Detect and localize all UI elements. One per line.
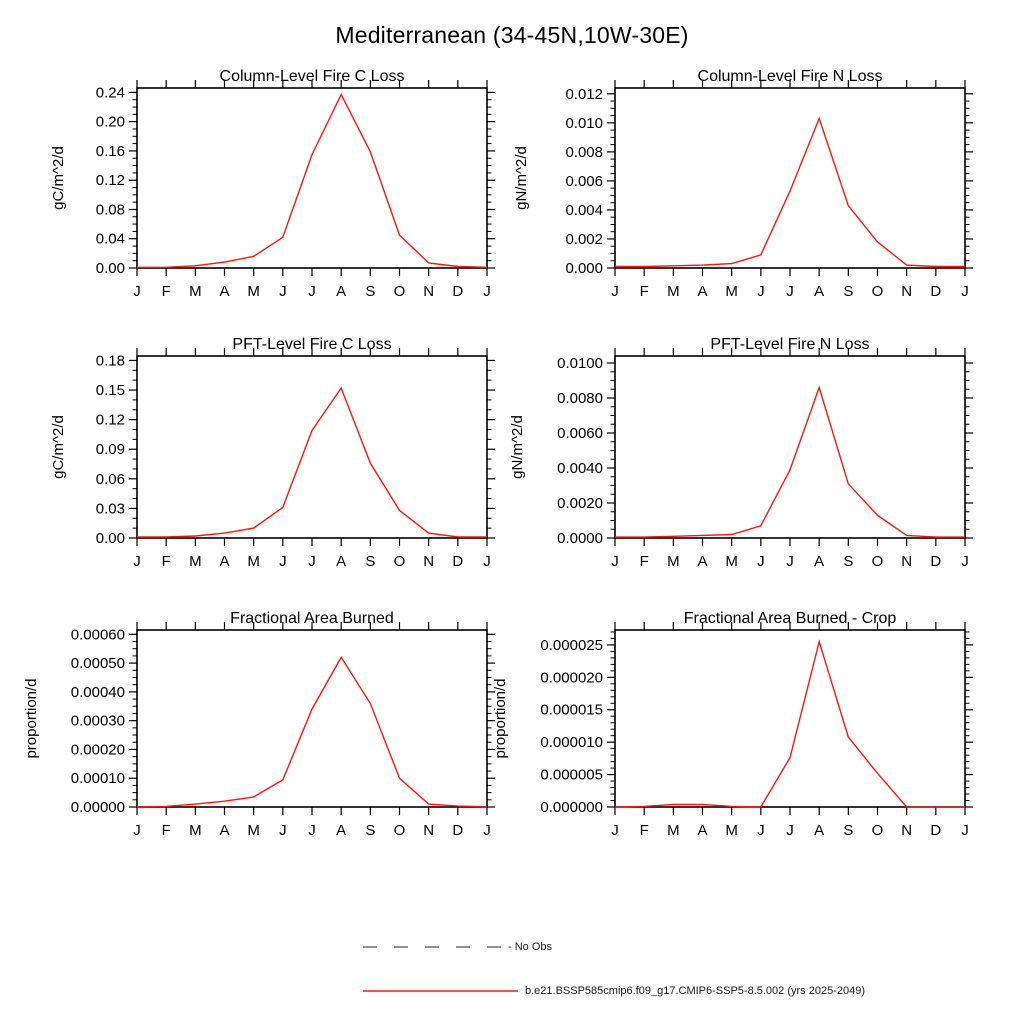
month-label: F	[639, 822, 649, 839]
y-tick-label: 0.010	[565, 114, 603, 132]
subplot-column-fire-n-loss	[513, 68, 973, 300]
month-label: S	[365, 553, 376, 570]
month-label: S	[843, 553, 854, 570]
month-label: O	[393, 283, 406, 300]
plot-frame	[615, 356, 965, 538]
month-label: J	[786, 553, 794, 570]
subplot-fractional-area-burned-crop	[492, 610, 973, 839]
month-label: J	[133, 553, 141, 570]
y-tick-label: 0.000010	[540, 734, 603, 752]
data-line	[615, 119, 965, 267]
y-tick-label: 0.12	[95, 172, 125, 190]
month-label: F	[161, 553, 171, 570]
plot-frame	[137, 630, 487, 807]
y-tick-label: 0.000015	[540, 701, 603, 719]
month-label: A	[336, 283, 347, 300]
month-label: A	[814, 283, 825, 300]
month-label: J	[133, 283, 141, 300]
month-label: A	[697, 283, 708, 300]
month-label: J	[611, 283, 619, 300]
y-tick-label: 0.0040	[557, 460, 603, 477]
month-label: M	[667, 283, 680, 300]
y-tick-label: 0.09	[95, 441, 125, 459]
y-tick-label: 0.002	[565, 230, 603, 248]
month-label: S	[365, 283, 376, 300]
month-label: M	[725, 822, 738, 839]
month-label: N	[423, 553, 435, 570]
y-tick-label: 0.000000	[540, 799, 603, 816]
month-label: D	[452, 283, 464, 300]
y-tick-label: 0.15	[95, 382, 125, 400]
month-label: J	[786, 283, 794, 300]
month-label: J	[483, 283, 491, 300]
month-label: N	[901, 553, 913, 570]
month-label: A	[336, 553, 347, 570]
month-label: J	[786, 822, 794, 839]
month-label: M	[725, 553, 738, 570]
month-label: O	[393, 553, 406, 570]
y-tick-label: 0.008	[565, 143, 603, 161]
month-label: M	[189, 822, 202, 839]
month-label: S	[843, 822, 854, 839]
month-label: M	[667, 553, 680, 570]
month-label: J	[757, 283, 765, 300]
data-line	[137, 657, 487, 806]
data-line	[615, 642, 965, 807]
month-label: J	[483, 553, 491, 570]
y-tick-label: 0.00010	[70, 770, 125, 788]
y-tick-label: 0.06	[95, 470, 125, 488]
data-line	[137, 388, 487, 537]
month-label: J	[308, 553, 316, 570]
month-label: S	[843, 283, 854, 300]
month-label: F	[161, 283, 171, 300]
month-label: J	[308, 822, 316, 839]
subplot-fractional-area-burned	[23, 610, 495, 839]
y-tick-label: 0.18	[95, 352, 125, 370]
data-line	[137, 95, 487, 268]
month-label: A	[697, 553, 708, 570]
y-tick-label: 0.00	[95, 260, 125, 277]
y-axis-label: gC/m^2/d	[50, 415, 67, 479]
y-tick-label: 0.00050	[70, 655, 125, 673]
model-legend-line	[363, 985, 520, 997]
subplot-pft-fire-n-loss	[509, 336, 973, 570]
month-label: N	[901, 283, 913, 300]
month-label: J	[279, 822, 287, 839]
model-legend-label: b.e21.BSSP585cmip6.f09_g17.CMIP6-SSP5-8.5.002 (yrs 2025-2049)	[525, 985, 865, 997]
y-tick-label: 0.0100	[557, 355, 603, 372]
y-tick-label: 0.004	[565, 201, 603, 219]
month-label: J	[961, 283, 969, 300]
month-label: O	[393, 822, 406, 839]
y-axis-label: proportion/d	[492, 678, 509, 759]
plot-frame	[137, 356, 487, 538]
month-label: A	[814, 553, 825, 570]
subplot-title: Fractional Area Burned	[230, 610, 394, 627]
y-tick-label: 0.000020	[540, 669, 603, 687]
month-label: J	[757, 822, 765, 839]
y-tick-label: 0.00060	[70, 626, 125, 644]
no-obs-legend-label: - No Obs	[508, 941, 553, 953]
y-tick-label: 0.000005	[540, 766, 603, 784]
subplot-title: Column-Level Fire C Loss	[219, 68, 405, 85]
data-line	[615, 388, 965, 538]
month-label: A	[814, 822, 825, 839]
month-label: N	[901, 822, 913, 839]
month-label: F	[161, 822, 171, 839]
y-tick-label: 0.0060	[557, 425, 603, 442]
month-label: D	[452, 553, 464, 570]
legend-entry-model	[363, 985, 865, 997]
month-label: A	[219, 822, 230, 839]
y-tick-label: 0.00020	[70, 741, 125, 759]
no-obs-legend-line	[363, 941, 503, 953]
month-label: J	[961, 822, 969, 839]
page-title: Mediterranean (34-45N,10W-30E)	[335, 22, 689, 48]
plot-frame	[137, 88, 487, 268]
month-label: M	[725, 283, 738, 300]
plot-frame	[615, 88, 965, 268]
subplot-pft-fire-c-loss	[50, 336, 495, 570]
month-label: D	[452, 822, 464, 839]
month-label: J	[611, 822, 619, 839]
y-tick-label: 0.04	[95, 230, 125, 248]
month-label: O	[871, 822, 884, 839]
month-label: M	[247, 822, 260, 839]
y-tick-label: 0.12	[95, 411, 125, 429]
month-label: M	[667, 822, 680, 839]
y-tick-label: 0.16	[95, 142, 125, 160]
y-tick-label: 0.00000	[70, 799, 125, 816]
month-label: A	[336, 822, 347, 839]
month-label: F	[639, 283, 649, 300]
month-label: M	[247, 283, 260, 300]
y-axis-label: gC/m^2/d	[50, 146, 67, 210]
month-label: M	[189, 553, 202, 570]
month-label: J	[961, 553, 969, 570]
y-tick-label: 0.000025	[540, 636, 603, 654]
month-label: N	[423, 822, 435, 839]
y-tick-label: 0.00030	[70, 712, 125, 730]
month-label: M	[247, 553, 260, 570]
subplot-title: Column-Level Fire N Loss	[697, 68, 883, 85]
month-label: J	[757, 553, 765, 570]
y-tick-label: 0.0000	[557, 530, 603, 547]
y-axis-label: proportion/d	[23, 678, 40, 759]
y-tick-label: 0.0020	[557, 495, 603, 512]
month-label: J	[611, 553, 619, 570]
month-label: J	[279, 553, 287, 570]
month-label: D	[930, 553, 942, 570]
month-label: A	[219, 553, 230, 570]
subplot-column-fire-c-loss	[50, 68, 495, 300]
y-tick-label: 0.03	[95, 500, 125, 518]
plot-frame	[615, 630, 965, 807]
y-tick-label: 0.20	[95, 113, 125, 131]
y-tick-label: 0.0080	[557, 390, 603, 407]
subplot-title: PFT-Level Fire C Loss	[232, 336, 392, 353]
subplot-title: PFT-Level Fire N Loss	[710, 336, 870, 353]
y-axis-label: gN/m^2/d	[513, 146, 530, 210]
y-tick-label: 0.08	[95, 201, 125, 219]
month-label: J	[279, 283, 287, 300]
month-label: J	[483, 822, 491, 839]
y-tick-label: 0.24	[95, 84, 125, 102]
month-label: N	[423, 283, 435, 300]
month-label: S	[365, 822, 376, 839]
y-tick-label: 0.000	[565, 260, 603, 277]
month-label: J	[133, 822, 141, 839]
subplot-title: Fractional Area Burned - Crop	[683, 610, 897, 627]
legend-entry-no-obs	[363, 941, 552, 953]
y-tick-label: 0.00040	[70, 683, 125, 701]
y-axis-label: gN/m^2/d	[509, 415, 526, 479]
y-tick-label: 0.00	[95, 530, 125, 547]
month-label: D	[930, 822, 942, 839]
month-label: A	[219, 283, 230, 300]
month-label: D	[930, 283, 942, 300]
y-tick-label: 0.012	[565, 85, 603, 103]
month-label: O	[871, 553, 884, 570]
month-label: A	[697, 822, 708, 839]
y-tick-label: 0.006	[565, 172, 603, 190]
month-label: F	[639, 553, 649, 570]
month-label: O	[871, 283, 884, 300]
month-label: J	[308, 283, 316, 300]
month-label: M	[189, 283, 202, 300]
